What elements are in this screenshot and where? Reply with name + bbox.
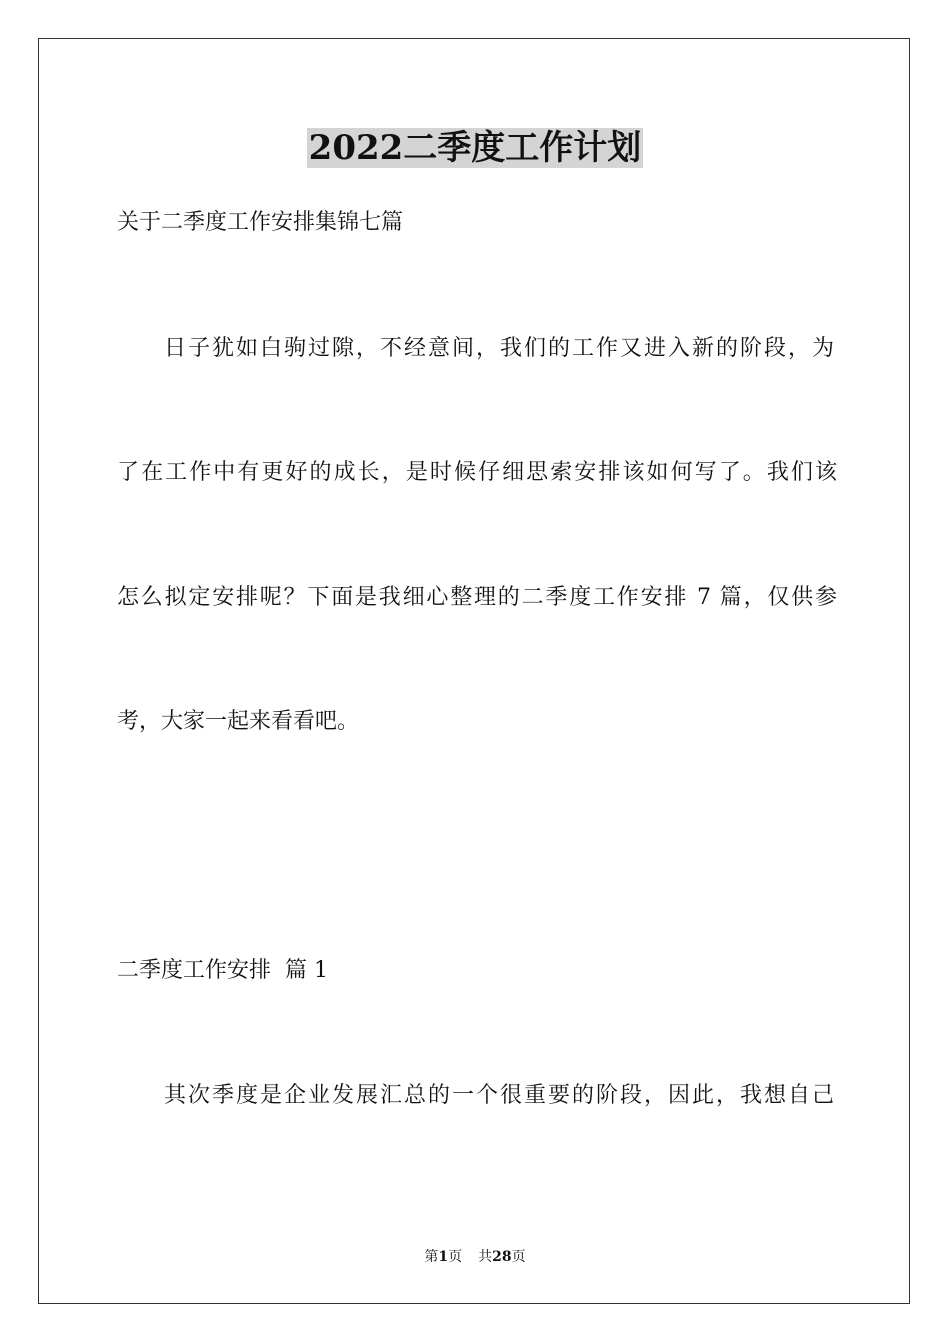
footer-total-suffix: 页: [511, 1249, 526, 1265]
footer-page-number: 1: [438, 1249, 449, 1265]
footer-page-prefix: 第: [424, 1249, 439, 1265]
footer-total-prefix: 共: [478, 1249, 493, 1265]
intro-line-1: 日子犹如白驹过隙，不经意间，我们的工作又进入新的阶段，为: [164, 336, 834, 361]
footer-page-suffix: 页: [448, 1249, 463, 1265]
page-footer: [0, 1247, 950, 1267]
intro-line-4: 考，大家一起来看看吧。: [117, 709, 360, 734]
footer-total-pages: 28: [492, 1249, 512, 1265]
document-title-text: 2022二季度工作计划: [308, 128, 642, 168]
section-line-1: 其次季度是企业发展汇总的一个很重要的阶段，因此，我想自己: [164, 1083, 834, 1108]
section-heading: 二季度工作安排 篇 1: [117, 958, 328, 983]
intro-line-2: 了在工作中有更好的成长，是时候仔细思索安排该如何写了。我们该: [117, 460, 837, 485]
document-subtitle: 关于二季度工作安排集锦七篇: [117, 210, 404, 235]
intro-line-3: 怎么拟定安排呢？下面是我细心整理的二季度工作安排 7 篇，仅供参: [117, 585, 837, 610]
document-title: [0, 126, 950, 170]
